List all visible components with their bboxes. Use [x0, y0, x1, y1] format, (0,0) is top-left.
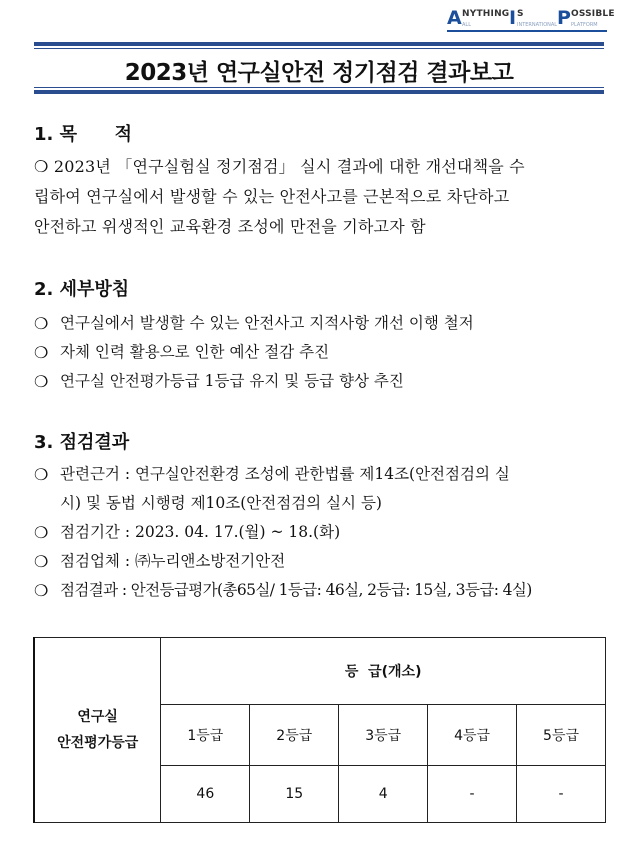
grade-header-3: 3등급	[339, 705, 428, 766]
grade-count-4: -	[428, 766, 517, 823]
results-basis-line-1: 관련근거 : 연구실안전환경 조성에 관한법률 제14조(안전점검의 실	[60, 465, 510, 483]
title-rule-top	[34, 42, 604, 46]
row-label-line-1: 연구실	[77, 709, 118, 725]
list-item	[34, 547, 614, 576]
logo-sub-3: PLATFORM	[571, 22, 598, 28]
grade-group-header: 등 급(개소)	[161, 638, 606, 705]
title-rule-bottom	[34, 90, 604, 94]
logo-letter-i: I	[509, 7, 517, 29]
circle-bullet-icon: ❍	[34, 372, 49, 391]
results-list	[34, 460, 614, 605]
policy-item-3: 연구실 안전평가등급 1등급 유지 및 등급 향상 추진	[60, 372, 404, 390]
circle-bullet-icon: ❍	[34, 465, 49, 484]
grade-header-4: 4등급	[428, 705, 517, 766]
purpose-line-2: 립하여 연구실에서 발생할 수 있는 안전사고를 근본적으로 차단하고	[34, 187, 510, 206]
circle-bullet-icon: ❍	[34, 581, 49, 600]
results-company: 점검업체 : ㈜누리앤소방전기안전	[60, 552, 286, 570]
circle-bullet-icon: ❍	[34, 314, 49, 333]
logo	[447, 6, 615, 30]
logo-sub-1: ALL	[462, 22, 471, 28]
grade-count-3: 4	[339, 766, 428, 823]
section-policy	[34, 277, 614, 396]
row-label-cell	[34, 638, 161, 823]
title-band	[34, 42, 604, 94]
circle-bullet-icon: ❍	[34, 343, 49, 362]
section-purpose	[34, 122, 614, 242]
policy-list	[34, 309, 614, 396]
grade-count-2: 15	[250, 766, 339, 823]
title-thin-rule-top	[34, 48, 604, 49]
purpose-paragraph	[34, 152, 614, 242]
list-item	[34, 518, 614, 547]
logo-sub-2: INTERNATIONAL	[517, 22, 558, 28]
purpose-line-3: 안전하고 위생적인 교육환경 조성에 만전을 기하고자 함	[34, 217, 426, 236]
results-summary: 점검결과 : 안전등급평가(총65실/ 1등급: 46실, 2등급: 15실, 3등급: 4실)	[60, 581, 532, 599]
section-heading-policy: 2. 세부방침	[34, 279, 130, 300]
list-item	[34, 367, 614, 396]
policy-item-2: 자체 인력 활용으로 인한 예산 절감 추진	[60, 343, 330, 361]
grade-count-5: -	[517, 766, 606, 823]
results-basis-line-2: 시) 및 동법 시행령 제10조(안전점검의 실시 등)	[60, 494, 382, 512]
grade-count-1: 46	[161, 766, 250, 823]
grade-header-1: 1등급	[161, 705, 250, 766]
table-row	[34, 638, 606, 705]
policy-item-1: 연구실에서 발생할 수 있는 안전사고 지적사항 개선 이행 철저	[60, 314, 474, 332]
logo-letter-a: A	[447, 7, 462, 29]
purpose-line-1: ❍ 2023년 「연구실험실 정기점검」 실시 결과에 대한 개선대책을 수	[34, 157, 525, 176]
circle-bullet-icon: ❍	[34, 552, 49, 571]
logo-underline	[447, 30, 607, 32]
circle-bullet-icon: ❍	[34, 523, 49, 542]
page-title: 2023년 연구실안전 정기점검 결과보고	[124, 60, 514, 86]
logo-word-possible: OSSIBLE	[571, 9, 615, 19]
logo-letter-p: P	[557, 7, 571, 29]
grade-table	[33, 637, 606, 823]
logo-word-anything: NYTHING	[462, 9, 510, 19]
grade-header-2: 2등급	[250, 705, 339, 766]
list-item	[34, 338, 614, 367]
results-period: 점검기간 : 2023. 04. 17.(월) ~ 18.(화)	[60, 523, 341, 541]
section-results	[34, 430, 614, 605]
grade-header-5: 5등급	[517, 705, 606, 766]
row-label-line-2: 안전평가등급	[57, 735, 139, 751]
logo-word-is: S	[517, 9, 524, 19]
list-item	[34, 460, 614, 489]
list-item	[34, 309, 614, 338]
title-thin-rule-bottom	[34, 87, 604, 88]
list-item	[34, 576, 614, 605]
list-item-continuation	[34, 489, 614, 518]
section-heading-purpose: 1. 목 적	[34, 124, 133, 145]
section-heading-results: 3. 점검결과	[34, 432, 130, 453]
